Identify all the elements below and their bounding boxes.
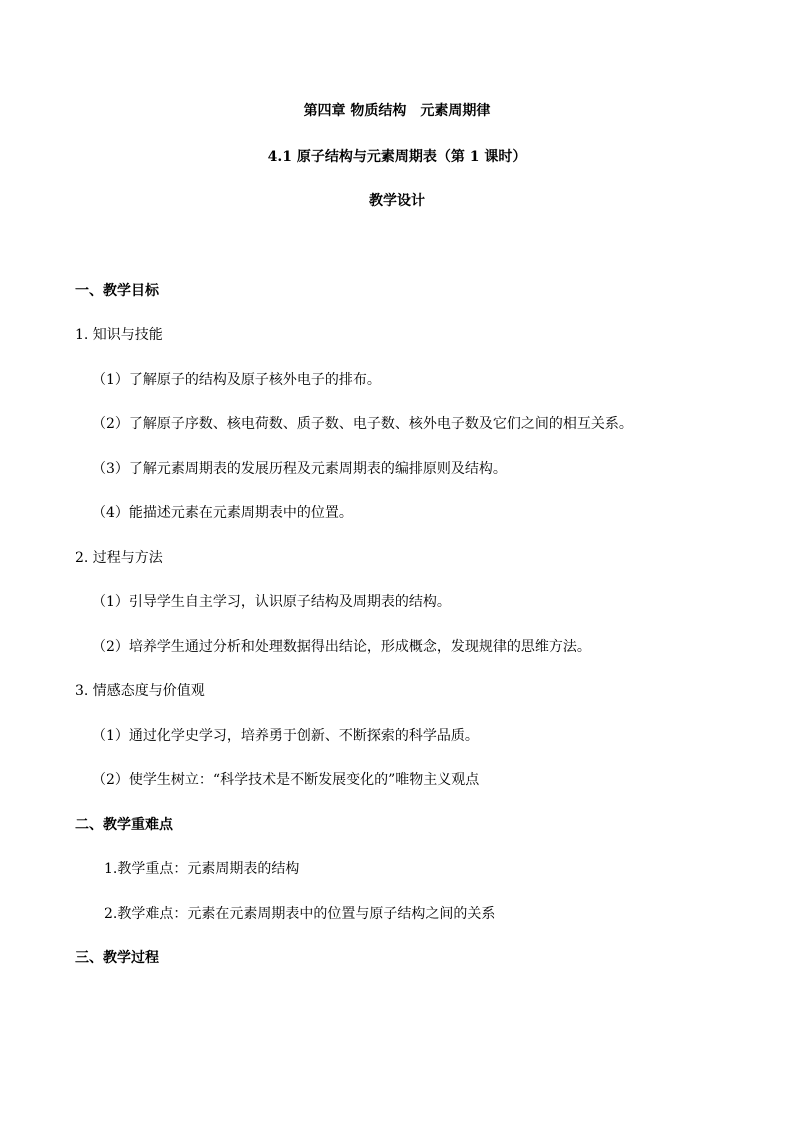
section-heading-objectives: 一、教学目标 bbox=[75, 283, 159, 299]
list-item: （3）了解元素周期表的发展历程及元素周期表的编排原则及结构。 bbox=[92, 461, 507, 477]
chapter-title: 第四章 物质结构 元素周期律 bbox=[303, 103, 491, 119]
subsection-label-knowledge: 1. 知识与技能 bbox=[75, 327, 163, 343]
list-item: （2）了解原子序数、核电荷数、质子数、电子数、核外电子数及它们之间的相互关系。 bbox=[92, 416, 633, 432]
list-item: 1.教学重点：元素周期表的结构 bbox=[104, 861, 300, 877]
list-item: （4）能描述元素在元素周期表中的位置。 bbox=[92, 505, 353, 521]
subsection-label-emotion: 3. 情感态度与价值观 bbox=[75, 683, 205, 699]
list-item: （2）培养学生通过分析和处理数据得出结论，形成概念，发现规律的思维方法。 bbox=[92, 639, 591, 655]
lesson-title: 4.1 原子结构与元素周期表（第 1 课时） bbox=[267, 149, 527, 165]
list-item: （2）使学生树立：“科学技术是不断发展变化的”唯物主义观点 bbox=[92, 772, 480, 788]
list-item: （1）引导学生自主学习，认识原子结构及周期表的结构。 bbox=[92, 594, 451, 610]
document-type-title: 教学设计 bbox=[369, 193, 425, 209]
list-item: （1）了解原子的结构及原子核外电子的排布。 bbox=[92, 372, 381, 388]
section-heading-key-points: 二、教学重难点 bbox=[75, 817, 173, 833]
section-heading-process: 三、教学过程 bbox=[75, 950, 159, 966]
subsection-label-process: 2. 过程与方法 bbox=[75, 550, 163, 566]
list-item: （1）通过化学史学习，培养勇于创新、不断探索的科学品质。 bbox=[92, 728, 479, 744]
list-item: 2.教学难点：元素在元素周期表中的位置与原子结构之间的关系 bbox=[104, 906, 496, 922]
